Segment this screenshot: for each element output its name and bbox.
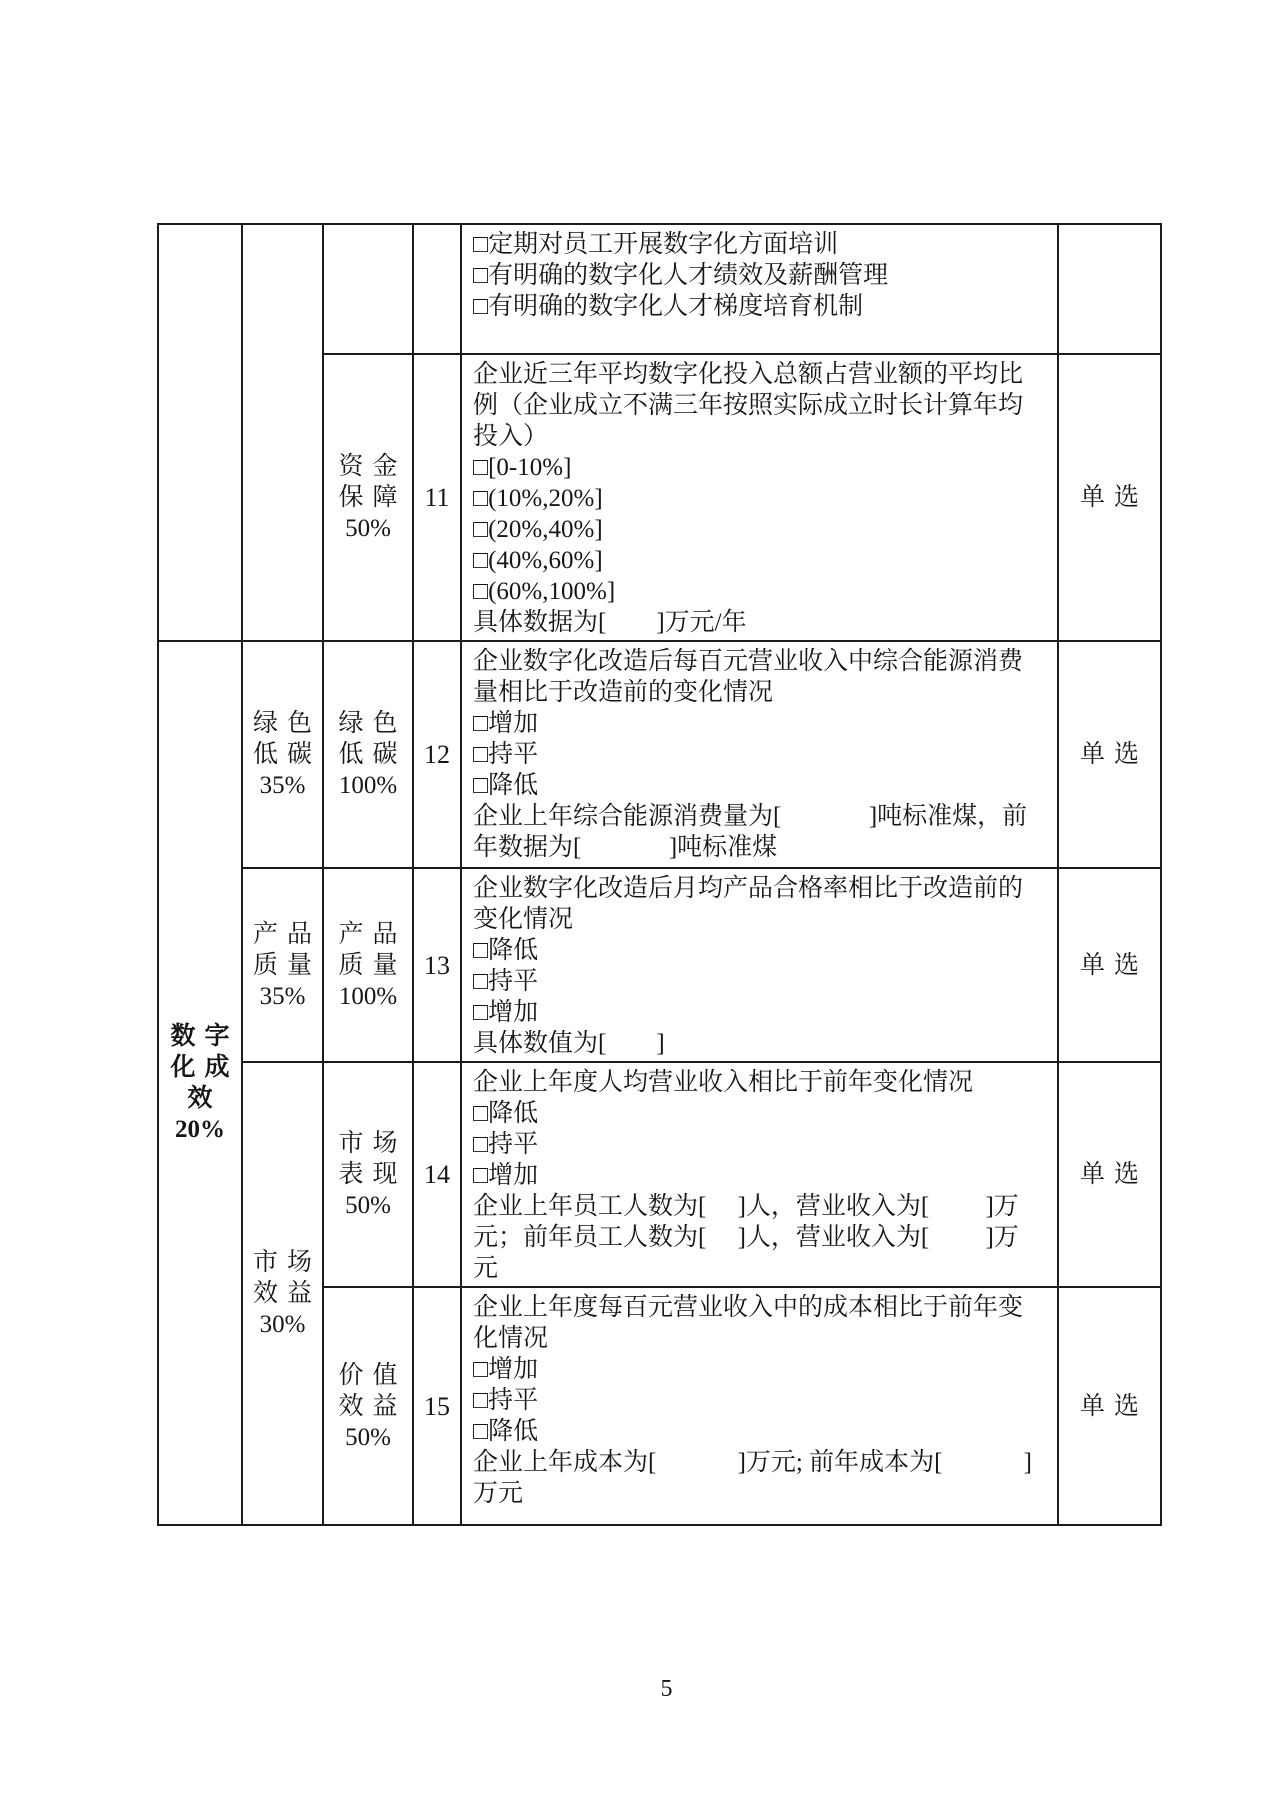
text-line: 绿色	[252, 710, 321, 737]
text-line: 企业上年成本为[ ]万元; 前年成本为[ ]	[473, 1449, 1032, 1476]
type-cell-14: 单选	[1058, 1062, 1161, 1287]
question-no-cell-previous	[413, 224, 461, 354]
text-line: 数字	[170, 1023, 239, 1050]
text-line: 元；前年员工人数为[ ]人，营业收入为[ ]万	[473, 1224, 1019, 1251]
text-line: 资金	[338, 453, 407, 480]
text-line: □增加	[473, 710, 539, 737]
text-line: 效益	[252, 1280, 321, 1307]
text-line: 万元	[473, 1480, 524, 1507]
text-line: 100%	[338, 772, 398, 799]
category-cell-previous-section	[158, 224, 242, 641]
text-line: 质量	[252, 951, 321, 979]
subcategory-cell-green	[242, 641, 323, 868]
question-no-cell-15: 15	[413, 1287, 461, 1525]
indicator-cell-market-performance	[323, 1062, 413, 1287]
subcategory-cell-quality	[242, 868, 323, 1062]
text-line: 低碳	[338, 741, 407, 768]
text-line: 100%	[338, 982, 398, 1010]
question-cell-12	[461, 641, 1058, 868]
text-line: 50%	[345, 1192, 391, 1219]
text-line: 企业上年员工人数为[ ]人，营业收入为[ ]万	[473, 1193, 1019, 1220]
text-line: □持平	[473, 1131, 539, 1158]
text-line: 化情况	[473, 1325, 549, 1352]
text-line: 效	[187, 1085, 213, 1112]
text-line: 元	[473, 1255, 499, 1282]
question-cell-13	[461, 868, 1058, 1062]
question-no-cell-12: 12	[413, 641, 461, 868]
category-cell-digital-effect	[158, 641, 242, 1525]
type-cell-15: 单选	[1058, 1287, 1161, 1525]
text-line: □持平	[473, 1387, 539, 1414]
text-line: 绿色	[338, 710, 407, 737]
indicator-cell-green	[323, 641, 413, 868]
question-no-cell-14: 14	[413, 1062, 461, 1287]
text-line: □降低	[473, 937, 539, 964]
text-line: 35%	[259, 982, 306, 1010]
text-line: □持平	[473, 741, 539, 768]
question-no-cell-11: 11	[413, 354, 461, 641]
table-row	[158, 868, 1161, 1062]
text-line: 低碳	[252, 741, 321, 768]
question-cell-15	[461, 1287, 1058, 1525]
text-line: 企业数字化改造后月均产品合格率相比于改造前的	[473, 875, 1024, 902]
text-line: 产品	[252, 920, 321, 948]
table-row	[158, 1062, 1161, 1287]
text-line: □有明确的数字化人才绩效及薪酬管理	[473, 262, 889, 289]
text-line: 企业数字化改造后每百元营业收入中综合能源消费	[473, 648, 1024, 675]
text-line: □有明确的数字化人才梯度培育机制	[473, 293, 864, 320]
text-line: □降低	[473, 1418, 539, 1445]
text-line: 20%	[175, 1116, 225, 1143]
text-line: 量相比于改造前的变化情况	[473, 679, 774, 706]
type-cell-12: 单选	[1058, 641, 1161, 868]
subcategory-cell-previous-section	[242, 224, 323, 641]
text-line: 50%	[345, 515, 391, 542]
text-line: 市场	[338, 1130, 407, 1157]
indicator-cell-quality	[323, 868, 413, 1062]
text-line: 年数据为[ ]吨标准煤	[473, 834, 778, 861]
text-line: 35%	[259, 772, 306, 799]
indicator-cell-previous-section	[323, 224, 413, 354]
indicator-cell-funding	[323, 354, 413, 641]
text-line: 具体数据为[ ]万元/年	[473, 609, 747, 636]
text-line: □(10%,20%]	[473, 485, 603, 512]
text-line: 表现	[338, 1161, 407, 1188]
text-line: 价值	[338, 1361, 407, 1389]
text-line: □增加	[473, 1356, 539, 1383]
question-cell-11	[461, 354, 1058, 641]
text-line: 企业上年度每百元营业收入中的成本相比于前年变	[473, 1294, 1024, 1321]
text-line: 企业上年综合能源消费量为[ ]吨标准煤，前	[473, 803, 1028, 830]
text-line: 变化情况	[473, 906, 574, 933]
question-cell-continuation	[461, 224, 1058, 354]
text-line: □(20%,40%]	[473, 516, 603, 543]
text-line: 投入）	[473, 423, 549, 450]
page-number: 5	[660, 1676, 673, 1702]
text-line: □(40%,60%]	[473, 547, 603, 574]
text-line: 化成	[170, 1054, 239, 1081]
text-line: □持平	[473, 968, 539, 995]
question-no-cell-13: 13	[413, 868, 461, 1062]
type-cell-13: 单选	[1058, 868, 1161, 1062]
text-line: 产品	[338, 920, 407, 948]
text-line: 市场	[252, 1249, 321, 1276]
text-line: □定期对员工开展数字化方面培训	[473, 231, 839, 258]
text-line: □增加	[473, 1162, 539, 1189]
text-line: □(60%,100%]	[473, 578, 616, 605]
text-line: 50%	[345, 1423, 391, 1451]
text-line: 具体数值为[ ]	[473, 1030, 665, 1057]
type-cell-previous	[1058, 224, 1161, 354]
text-line: 企业上年度人均营业收入相比于前年变化情况	[473, 1069, 974, 1096]
indicator-cell-value-benefit	[323, 1287, 413, 1525]
text-line: □降低	[473, 1100, 539, 1127]
table-row	[158, 224, 1161, 354]
text-line: 质量	[338, 951, 407, 979]
text-line: □增加	[473, 999, 539, 1026]
table-row	[158, 641, 1161, 868]
type-cell-11: 单选	[1058, 354, 1161, 641]
text-line: □[0-10%]	[473, 454, 572, 481]
question-cell-14	[461, 1062, 1058, 1287]
text-line: 30%	[259, 1311, 306, 1338]
text-line: 效益	[338, 1392, 407, 1420]
text-line: □降低	[473, 772, 539, 799]
evaluation-table	[157, 223, 1162, 1526]
subcategory-cell-market	[242, 1062, 323, 1525]
text-line: 保障	[338, 484, 407, 511]
text-line: 例（企业成立不满三年按照实际成立时长计算年均	[473, 392, 1024, 419]
text-line: 企业近三年平均数字化投入总额占营业额的平均比	[473, 361, 1024, 388]
